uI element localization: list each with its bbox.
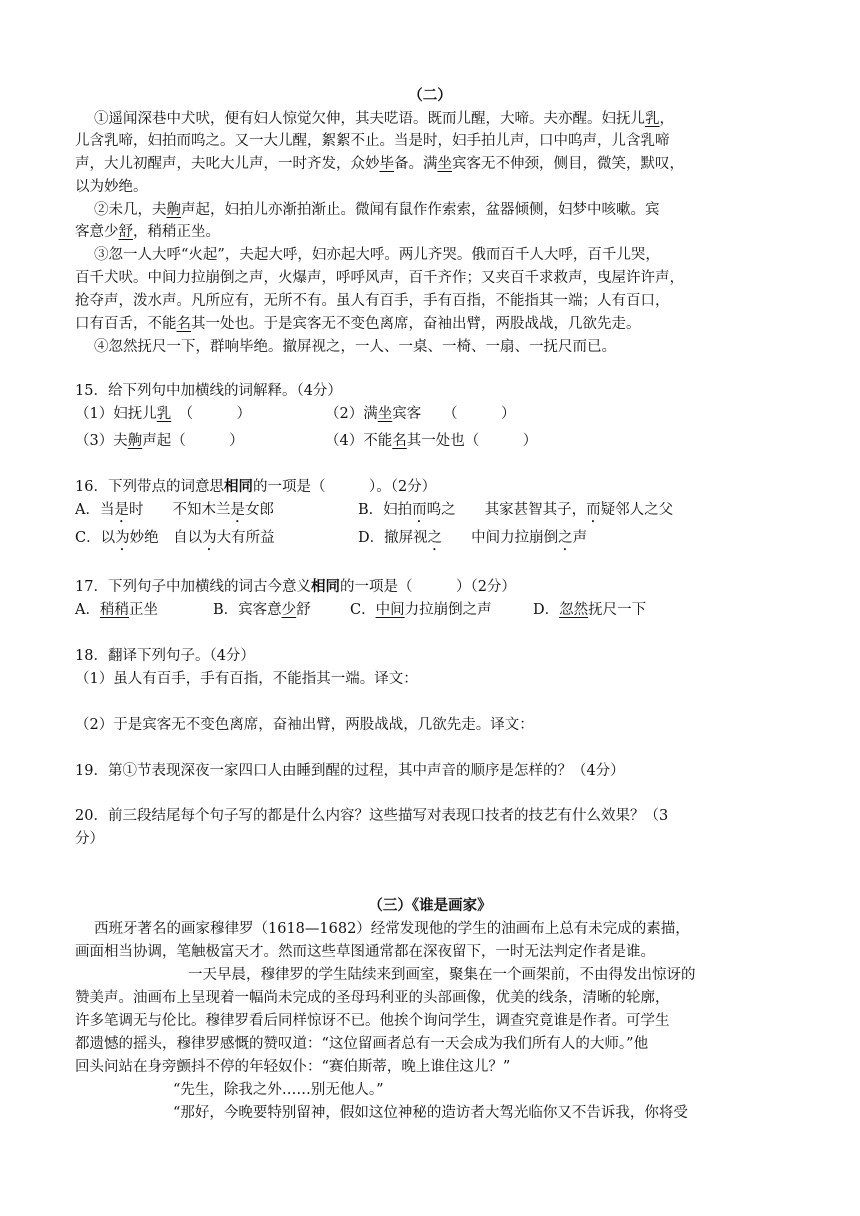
passage-line: ①遥闻深巷中犬吠，便有妇人惊觉欠伸，其夫呓语。既而儿醒，大啼。夫亦醒。妇抚儿乳，	[94, 111, 674, 127]
q17-option-c: C．中间力拉崩倒之声	[350, 602, 492, 618]
passage-line: 口有百舌，不能名其一处也。于是宾客无不变色离席，奋袖出臂，两股战战，几欲先走。	[75, 316, 641, 332]
passage-line: ③忽一人大呼“火起”，夫起大呼，妇亦起大呼。两儿齐哭。俄而百千人大呼，百千儿哭，	[94, 247, 660, 263]
underlined-word: 舒	[118, 224, 133, 240]
underlined-word: 忽然	[559, 602, 589, 618]
passage-line: 客意少舒，稍稍正坐。	[75, 224, 220, 240]
passage-line: 画面相当协调，笔触极富天才。然而这些草图通常都在深夜留下，一时无法判定作者是谁。	[75, 944, 655, 960]
underlined-word: 中间	[375, 602, 405, 618]
q15-item-3: （3）夫齁声起（ ）	[75, 433, 244, 449]
q15-item-4: （4）不能名其一处也（ ）	[325, 433, 538, 449]
question-17: 17．下列句子中加横线的词古今意义相同的一项是（ ）（2分）	[75, 578, 516, 595]
q15-item-1: （1）妇抚儿乳 （ ）	[75, 406, 251, 422]
section-heading: （三）《谁是画家》	[368, 897, 492, 914]
q16-option-b: B．妇拍而呜之 其家甚智其子，而疑邻人之父	[358, 502, 674, 518]
question-20: 20．前三段结尾每个句子写的都是什么内容？这些描写对表现口技者的技艺有什么效果？（3	[75, 808, 669, 824]
q16-option-a: A．当是时 不知木兰是女郎	[75, 502, 274, 518]
underlined-word: 乳	[645, 111, 660, 127]
passage-line: 赞美声。油画布上呈现着一幅尚未完成的圣母玛利亚的头部画像，优美的线条，清晰的轮廓，	[75, 990, 670, 1006]
underlined-word: 齁	[166, 202, 181, 218]
underlined-word: 坐	[437, 156, 452, 172]
question-18: 18．翻译下列句子。（4分）	[75, 648, 255, 664]
passage-line: 抢夺声，泼水声。凡所应有，无所不有。虽人有百手，手有百指，不能指其一端；人有百口，	[75, 293, 670, 309]
passage-line: 以为妙绝。	[75, 179, 148, 195]
question-19: 19．第①节表现深夜一家四口人由睡到醒的过程，其中声音的顺序是怎样的？（4分）	[75, 763, 625, 779]
underlined-word: 名	[392, 433, 407, 449]
passage-line: 百千犬吠。中间力拉崩倒之声，火爆声，呼呼风声，百千齐作；又夹百千求救声，曳屋许许声，	[75, 270, 684, 286]
passage-line: 声，大儿初醒声，夫叱大儿声，一时齐发，众妙毕备。满坐宾客无不伸颈，侧目，微笑，默叹，	[75, 156, 684, 172]
underlined-word: 毕	[379, 156, 394, 172]
passage-line: “先生，除我之外……别无他人。”	[173, 1082, 384, 1098]
passage-line: 儿含乳啼，妇拍而呜之。又一大儿醒，絮絮不止。当是时，妇手拍儿声，口中呜声，儿含乳啼	[75, 133, 670, 149]
answer-blank: （ ）	[185, 406, 251, 422]
underlined-word: 稍稍	[99, 602, 129, 618]
q18-sentence-2: （2）于是宾客无不变色离席，奋袖出臂，两股战战，几欲先走。译文：	[75, 717, 534, 733]
passage-line: “那好，今晚要特别留神，假如这位神秘的造访者大驾光临你又不告诉我，你将受	[173, 1105, 688, 1121]
passage-line: 许多笔调无与伦比。穆律罗看后同样惊讶不已。他挨个询问学生，调查究竟谁是作者。可学生	[75, 1013, 670, 1029]
question-16: 16．下列带点的词意思相同的一项是（ ）。（2分）	[75, 478, 437, 495]
passage-line: 一天早晨，穆律罗的学生陆续来到画室，聚集在一个画架前，不由得发出惊讶的	[188, 967, 696, 983]
underlined-word: 乳	[156, 406, 172, 422]
underlined-word: 少	[281, 602, 297, 618]
section-heading: （二）	[408, 87, 452, 104]
answer-blank: （ ）	[450, 406, 516, 422]
passage-line: 回头问站在身旁颤抖不停的年轻奴仆：“赛伯斯蒂，晚上谁住这儿？”	[75, 1059, 511, 1075]
underlined-word: 齁	[127, 433, 143, 449]
q17-option-d: D．忽然抚尺一下	[533, 602, 647, 618]
q18-sentence-1: （1）虽人有百手，手有百指，不能指其一端。译文：	[75, 671, 418, 687]
q17-option-a: A．稍稍正坐	[75, 602, 158, 618]
q17-option-b: B．宾客意少舒	[213, 602, 311, 618]
question-15: 15．给下列句中加横线的词解释。（4分）	[75, 383, 342, 399]
passage-line: 都遗憾的摇头，穆律罗感慨的赞叹道：“这位留画者总有一天会成为我们所有人的大师。”他	[75, 1036, 649, 1052]
q15-item-2: （2）满坐宾客 （ ）	[325, 406, 516, 422]
q16-option-d: D．撤屏视之 中间力拉崩倒之声	[358, 530, 588, 546]
passage-line: 西班牙著名的画家穆律罗（1618—1682）经常发现他的学生的油画布上总有未完成的素描，	[94, 921, 690, 937]
passage-line: ②未几，夫齁声起，妇拍儿亦渐拍渐止。微闻有鼠作作索索，盆器倾侧，妇梦中咳嗽。宾	[94, 202, 660, 218]
underlined-word: 坐	[377, 406, 393, 422]
underlined-word: 名	[176, 316, 191, 332]
q16-option-c: C．以为妙绝 自以为大有所益	[75, 530, 275, 546]
question-20-cont: 分）	[75, 831, 104, 847]
passage-line: ④忽然抚尺一下，群响毕绝。撤屏视之，一人、一桌、一椅、一扇、一抚尺而已。	[94, 339, 616, 355]
